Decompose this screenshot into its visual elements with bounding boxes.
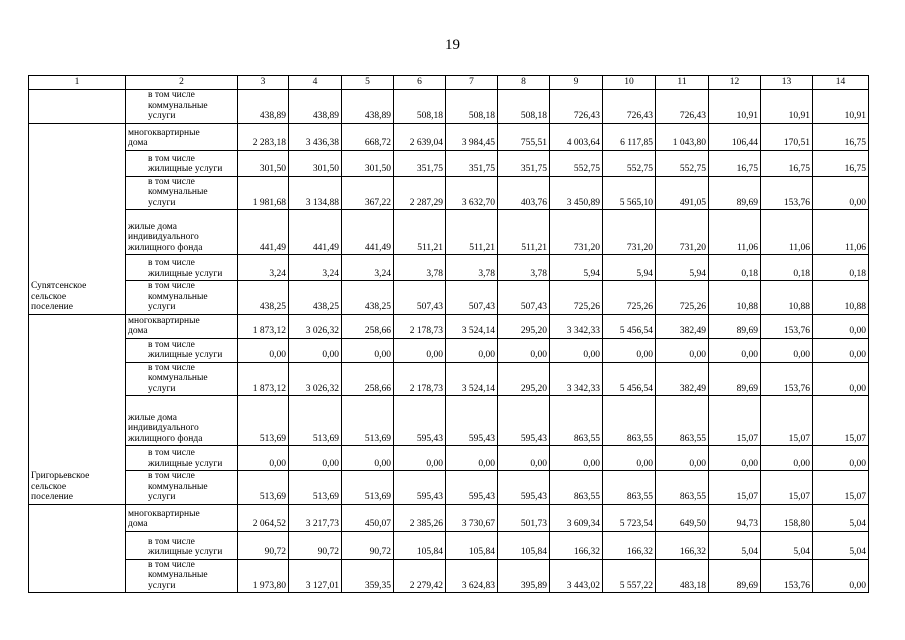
value-cell: 863,55 [550,471,603,505]
value-cell: 1 981,68 [238,176,289,210]
value-cell: 153,76 [761,362,813,396]
value-cell: 0,00 [603,446,656,471]
table-row [29,176,869,210]
value-cell: 3 624,83 [446,559,498,593]
value-cell: 15,07 [709,396,761,446]
value-cell: 0,00 [813,338,869,362]
value-cell: 382,49 [656,362,709,396]
value-cell: 726,43 [550,90,603,124]
value-cell: 508,18 [498,90,550,124]
value-cell: 0,00 [656,338,709,362]
value-cell: 0,00 [238,446,289,471]
value-cell: 0,00 [603,338,656,362]
row-description: в том числе жилищные услуги [126,338,238,362]
value-cell: 438,25 [238,281,289,315]
settlement-cell [29,123,126,314]
value-cell: 483,18 [656,559,709,593]
value-cell: 3 609,34 [550,504,603,531]
value-cell: 731,20 [656,210,709,255]
value-cell: 0,00 [813,446,869,471]
value-cell: 301,50 [238,150,289,176]
value-cell: 725,26 [656,281,709,315]
value-cell: 731,20 [603,210,656,255]
value-cell: 158,80 [761,504,813,531]
value-cell: 351,75 [446,150,498,176]
value-cell: 0,00 [813,559,869,593]
settlement-name-line: поселение [31,302,73,312]
value-cell: 595,43 [498,471,550,505]
value-cell: 755,51 [498,123,550,150]
value-cell: 0,00 [498,338,550,362]
value-cell: 3 127,01 [289,559,342,593]
table-row [29,471,869,505]
value-cell: 11,06 [761,210,813,255]
value-cell: 3,78 [498,255,550,281]
column-header: 2 [126,76,238,90]
value-cell: 105,84 [498,531,550,559]
value-cell: 3,24 [289,255,342,281]
value-cell: 3 450,89 [550,176,603,210]
value-cell: 0,00 [761,446,813,471]
value-cell: 511,21 [498,210,550,255]
value-cell: 16,75 [709,150,761,176]
value-cell: 3,78 [446,255,498,281]
value-cell: 106,44 [709,123,761,150]
value-cell: 501,73 [498,504,550,531]
value-cell: 552,75 [550,150,603,176]
value-cell: 595,43 [446,396,498,446]
value-cell: 595,43 [394,471,446,505]
row-description: в том числе коммунальные услуги [126,559,238,593]
table-row [29,150,869,176]
value-cell: 5 557,22 [603,559,656,593]
value-cell: 3,24 [342,255,394,281]
table-row [29,90,869,124]
column-header: 8 [498,76,550,90]
value-cell: 166,32 [550,531,603,559]
value-cell: 3 436,38 [289,123,342,150]
value-cell: 5 456,54 [603,314,656,338]
value-cell: 1 873,12 [238,362,289,396]
value-cell: 15,07 [813,396,869,446]
value-cell: 0,18 [761,255,813,281]
value-cell: 863,55 [656,396,709,446]
table-row [29,314,869,338]
value-cell: 10,88 [813,281,869,315]
value-cell: 513,69 [238,396,289,446]
value-cell: 0,18 [709,255,761,281]
value-cell: 3 342,33 [550,314,603,338]
value-cell: 5 723,54 [603,504,656,531]
value-cell: 552,75 [603,150,656,176]
table-row [29,559,869,593]
column-header: 1 [29,76,126,90]
table-row [29,362,869,396]
value-cell: 89,69 [709,314,761,338]
table-row [29,123,869,150]
row-description: многоквартирные дома [126,314,238,338]
value-cell: 16,75 [813,123,869,150]
value-cell: 441,49 [238,210,289,255]
value-cell: 89,69 [709,559,761,593]
value-cell: 5,04 [709,531,761,559]
value-cell: 3 443,02 [550,559,603,593]
column-header: 7 [446,76,498,90]
row-description: многоквартирные дома [126,123,238,150]
value-cell: 0,18 [813,255,869,281]
value-cell: 0,00 [550,446,603,471]
value-cell: 513,69 [289,396,342,446]
table-row [29,281,869,315]
value-cell: 6 117,85 [603,123,656,150]
value-cell: 351,75 [394,150,446,176]
row-description: в том числе коммунальные услуги [126,471,238,505]
column-header: 6 [394,76,446,90]
table-row [29,210,869,255]
value-cell: 511,21 [394,210,446,255]
value-cell: 5,94 [603,255,656,281]
value-cell: 301,50 [342,150,394,176]
value-cell: 863,55 [656,471,709,505]
value-cell: 15,07 [813,471,869,505]
settlement-name-line: поселение [31,492,73,502]
value-cell: 0,00 [709,446,761,471]
value-cell: 0,00 [813,314,869,338]
value-cell: 10,91 [761,90,813,124]
value-cell: 153,76 [761,176,813,210]
value-cell: 89,69 [709,362,761,396]
value-cell: 0,00 [550,338,603,362]
value-cell: 5 565,10 [603,176,656,210]
value-cell: 3,78 [394,255,446,281]
settlement-cell [29,90,126,124]
row-description: многоквартирные дома [126,504,238,531]
value-cell: 0,00 [342,446,394,471]
value-cell: 508,18 [446,90,498,124]
value-cell: 438,89 [342,90,394,124]
column-header: 5 [342,76,394,90]
value-cell: 508,18 [394,90,446,124]
value-cell: 438,89 [289,90,342,124]
column-header: 4 [289,76,342,90]
table-row [29,504,869,531]
value-cell: 1 973,80 [238,559,289,593]
settlement-name-line: Суnятсенское [31,281,87,291]
value-cell: 15,07 [761,471,813,505]
value-cell: 5,04 [761,531,813,559]
column-header: 9 [550,76,603,90]
value-cell: 863,55 [550,396,603,446]
value-cell: 0,00 [289,338,342,362]
value-cell: 382,49 [656,314,709,338]
value-cell: 3 134,88 [289,176,342,210]
row-description: в том числе жилищные услуги [126,150,238,176]
value-cell: 2 287,29 [394,176,446,210]
row-description: в том числе коммунальные услуги [126,176,238,210]
column-header: 13 [761,76,813,90]
value-cell: 10,88 [761,281,813,315]
column-header: 14 [813,76,869,90]
value-cell: 90,72 [289,531,342,559]
value-cell: 295,20 [498,362,550,396]
value-cell: 2 283,18 [238,123,289,150]
value-cell: 10,88 [709,281,761,315]
value-cell: 89,69 [709,176,761,210]
value-cell: 450,07 [342,504,394,531]
value-cell: 595,43 [394,396,446,446]
value-cell: 668,72 [342,123,394,150]
value-cell: 726,43 [603,90,656,124]
settlement-name-line: сельское [31,291,67,302]
value-cell: 105,84 [446,531,498,559]
table-row [29,531,869,559]
column-header: 3 [238,76,289,90]
value-cell: 507,43 [446,281,498,315]
value-cell: 170,51 [761,123,813,150]
value-cell: 2 385,26 [394,504,446,531]
value-cell: 11,06 [709,210,761,255]
value-cell: 105,84 [394,531,446,559]
table-row [29,338,869,362]
value-cell: 513,69 [238,471,289,505]
value-cell: 3 524,14 [446,314,498,338]
value-cell: 726,43 [656,90,709,124]
value-cell: 863,55 [603,471,656,505]
value-cell: 0,00 [394,446,446,471]
value-cell: 16,75 [813,150,869,176]
value-cell: 153,76 [761,559,813,593]
row-description: в том числе коммунальные услуги [126,281,238,315]
value-cell: 0,00 [709,338,761,362]
value-cell: 649,50 [656,504,709,531]
value-cell: 153,76 [761,314,813,338]
value-cell: 5,94 [550,255,603,281]
value-cell: 3 217,73 [289,504,342,531]
value-cell: 3 026,32 [289,314,342,338]
value-cell: 3 984,45 [446,123,498,150]
value-cell: 507,43 [394,281,446,315]
value-cell: 513,69 [342,396,394,446]
value-cell: 3 524,14 [446,362,498,396]
row-description: в том числе жилищные услуги [126,446,238,471]
value-cell: 359,35 [342,559,394,593]
column-header: 10 [603,76,656,90]
column-header: 12 [709,76,761,90]
value-cell: 2 279,42 [394,559,446,593]
value-cell: 3 730,67 [446,504,498,531]
value-cell: 441,49 [342,210,394,255]
row-description: в том числе коммунальные услуги [126,362,238,396]
value-cell: 2 178,73 [394,362,446,396]
header-row [29,76,869,90]
value-cell: 258,66 [342,314,394,338]
value-cell: 1 873,12 [238,314,289,338]
value-cell: 513,69 [289,471,342,505]
value-cell: 2 178,73 [394,314,446,338]
value-cell: 90,72 [342,531,394,559]
value-cell: 863,55 [603,396,656,446]
value-cell: 507,43 [498,281,550,315]
settlement-cell [29,314,126,504]
value-cell: 0,00 [656,446,709,471]
value-cell: 595,43 [498,396,550,446]
value-cell: 0,00 [238,338,289,362]
value-cell: 0,00 [498,446,550,471]
value-cell: 301,50 [289,150,342,176]
value-cell: 2 639,04 [394,123,446,150]
value-cell: 731,20 [550,210,603,255]
value-cell: 438,25 [342,281,394,315]
row-description: в том числе жилищные услуги [126,255,238,281]
value-cell: 491,05 [656,176,709,210]
table-row [29,446,869,471]
page-number: 19 [445,37,460,53]
value-cell: 94,73 [709,504,761,531]
value-cell: 15,07 [761,396,813,446]
row-description: в том числе жилищные услуги [126,531,238,559]
value-cell: 11,06 [813,210,869,255]
value-cell: 5,04 [813,531,869,559]
value-cell: 1 043,80 [656,123,709,150]
value-cell: 16,75 [761,150,813,176]
value-cell: 295,20 [498,314,550,338]
value-cell: 0,00 [813,176,869,210]
row-description: жилые дома индивидуального жилищного фонда [126,396,238,446]
value-cell: 367,22 [342,176,394,210]
value-cell: 3 342,33 [550,362,603,396]
value-cell: 351,75 [498,150,550,176]
tariff-table [28,75,869,593]
value-cell: 15,07 [709,471,761,505]
value-cell: 403,76 [498,176,550,210]
row-description: жилые дома индивидуального жилищного фонда [126,210,238,255]
value-cell: 513,69 [342,471,394,505]
value-cell: 0,00 [761,338,813,362]
value-cell: 441,49 [289,210,342,255]
value-cell: 725,26 [550,281,603,315]
value-cell: 0,00 [446,338,498,362]
value-cell: 10,91 [813,90,869,124]
value-cell: 552,75 [656,150,709,176]
value-cell: 166,32 [603,531,656,559]
value-cell: 0,00 [446,446,498,471]
row-description: в том числе коммунальные услуги [126,90,238,124]
value-cell: 166,32 [656,531,709,559]
value-cell: 5,94 [656,255,709,281]
value-cell: 3 026,32 [289,362,342,396]
table-row [29,396,869,446]
settlement-cell [29,504,126,593]
value-cell: 4 003,64 [550,123,603,150]
settlement-name-line: Григорьевское [31,471,90,481]
value-cell: 5,04 [813,504,869,531]
value-cell: 0,00 [394,338,446,362]
value-cell: 258,66 [342,362,394,396]
value-cell: 3 632,70 [446,176,498,210]
value-cell: 595,43 [446,471,498,505]
value-cell: 0,00 [813,362,869,396]
value-cell: 90,72 [238,531,289,559]
value-cell: 395,89 [498,559,550,593]
value-cell: 725,26 [603,281,656,315]
value-cell: 2 064,52 [238,504,289,531]
value-cell: 438,25 [289,281,342,315]
value-cell: 0,00 [342,338,394,362]
value-cell: 438,89 [238,90,289,124]
value-cell: 3,24 [238,255,289,281]
column-header: 11 [656,76,709,90]
table-row [29,255,869,281]
settlement-name-line: сельское [31,481,67,492]
value-cell: 5 456,54 [603,362,656,396]
value-cell: 511,21 [446,210,498,255]
value-cell: 10,91 [709,90,761,124]
value-cell: 0,00 [289,446,342,471]
